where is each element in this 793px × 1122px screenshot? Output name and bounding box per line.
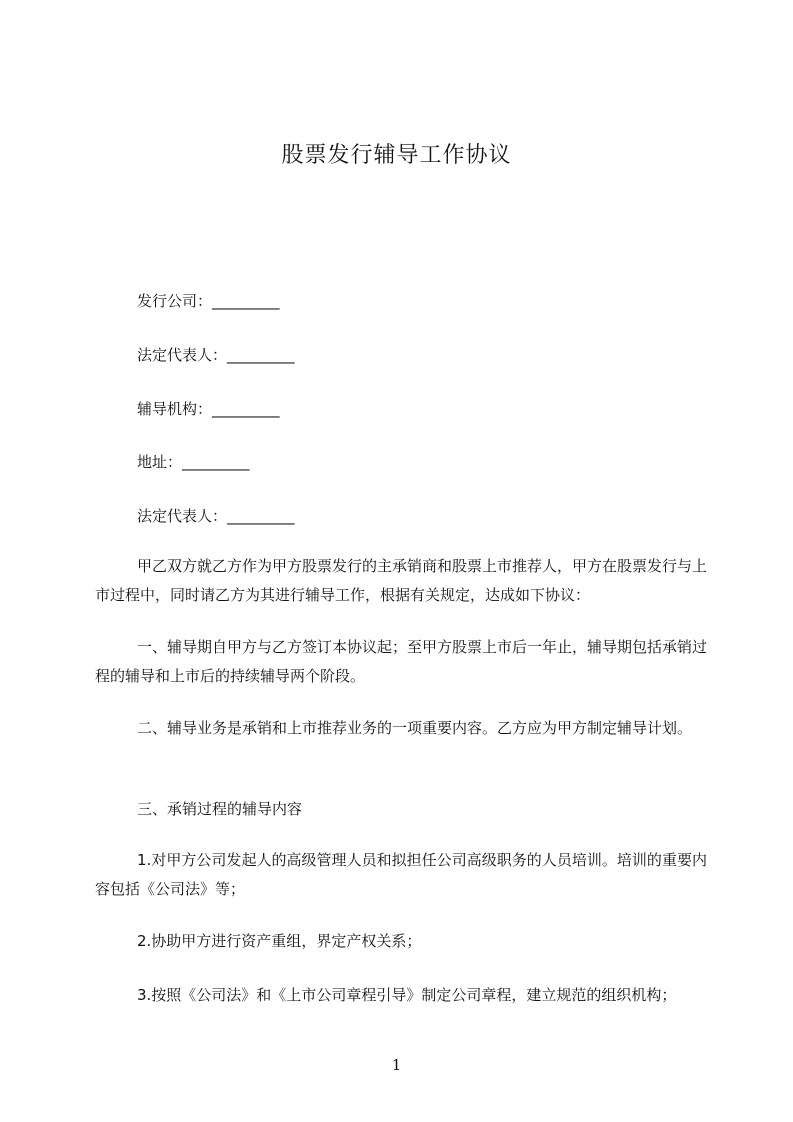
item-two-paragraph: 2.协助甲方进行资产重组，界定产权关系； bbox=[137, 932, 422, 950]
preamble-paragraph: 甲乙双方就乙方作为甲方股票发行的主承销商和股票上市推荐人，甲方在股票发行与上市过程中，同时请乙方为其进行辅导工作，根据有关规定，达成如下协议： bbox=[95, 557, 708, 604]
address-field: 地址：_________ bbox=[137, 453, 250, 471]
page-number: 1 bbox=[391, 1056, 402, 1074]
issuer-company-field: 发行公司：_________ bbox=[137, 292, 280, 310]
clause-two-paragraph: 二、辅导业务是承销和上市推荐业务的一项重要内容。乙方应为甲方制定辅导计划。 bbox=[137, 719, 693, 737]
document-title: 股票发行辅导工作协议 bbox=[281, 143, 512, 168]
clause-one-paragraph: 一、辅导期自甲方与乙方签订本协议起；至甲方股票上市后一年止，辅导期包括承销过程的辅导和上市后的持续辅导两个阶段。 bbox=[95, 638, 708, 685]
tutoring-institution-field: 辅导机构：_________ bbox=[137, 400, 280, 418]
item-one-paragraph: 1.对甲方公司发起人的高级管理人员和拟担任公司高级职务的人员培训。培训的重要内容包括《公司法》等； bbox=[95, 851, 707, 898]
clause-three-heading: 三、承销过程的辅导内容 bbox=[137, 800, 303, 818]
item-three-paragraph: 3.按照《公司法》和《上市公司章程引导》制定公司章程，建立规范的组织机构； bbox=[137, 986, 677, 1004]
institution-legal-representative-field: 法定代表人：_________ bbox=[137, 507, 295, 525]
issuer-legal-representative-field: 法定代表人：_________ bbox=[137, 346, 295, 364]
